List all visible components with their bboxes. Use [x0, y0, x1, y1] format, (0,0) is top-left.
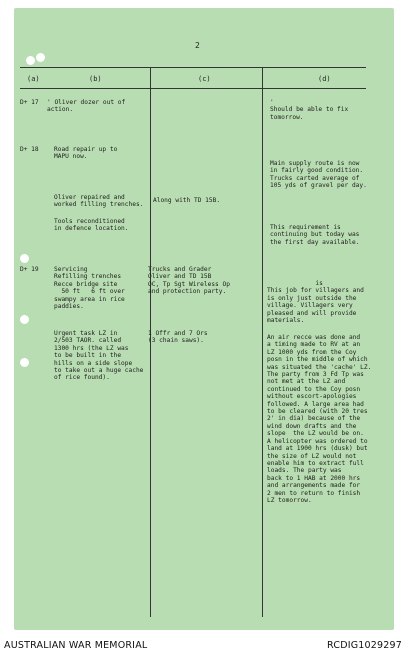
column-header-a: (a) — [27, 75, 40, 83]
row-remarks: Main supply route is now in fairly good condition. Trucks carted average of 105 yds of gravel per day. — [270, 160, 367, 190]
row-remarks: is This job for villagers and is only just outside the village. Villagers very pleased and will provide materials. — [267, 280, 364, 325]
page-number: 2 — [195, 41, 200, 50]
row-date: D+ 18 — [20, 146, 39, 153]
row-detail: ' Oliver dozer out of action. — [47, 99, 126, 114]
row-resources: 1 Offr and 7 Ors (3 chain saws). — [148, 330, 208, 345]
footer-id: RCDIG1029297 — [327, 640, 402, 651]
column-header-b: (b) — [89, 75, 102, 83]
punch-hole — [36, 53, 45, 62]
punch-hole — [20, 254, 29, 263]
row-detail: Urgent task LZ in 2/503 TAOR. called 1300 hrs (the LZ was to be built in the hills on a side slope to take out a huge cache of rice found). — [54, 330, 144, 382]
header-bottom-rule — [20, 88, 366, 89]
punch-hole — [20, 315, 29, 324]
row-detail: Oliver repaired and worked filling trenches. — [54, 194, 144, 209]
row-detail: Tools reconditioned in defence location. — [54, 218, 129, 233]
row-date: D+ 17 — [20, 99, 39, 106]
column-header-c: (c) — [198, 75, 211, 83]
footer-source: AUSTRALIAN WAR MEMORIAL — [4, 640, 148, 651]
row-detail: Servicing Refilling trenches Recce bridge site 50 ft 6 ft over swampy area in rice paddies. — [54, 266, 125, 311]
column-divider — [262, 67, 263, 617]
punch-hole — [26, 56, 35, 65]
header-top-rule — [20, 67, 366, 68]
row-resources: Trucks and Grader Oliver and TD 15B OC, Tp Sgt Wireless Op and protection party. — [148, 266, 230, 296]
row-date: D+ 19 — [20, 266, 39, 273]
column-header-d: (d) — [318, 75, 331, 83]
row-remarks: ' Should be able to fix tomorrow. — [270, 99, 349, 121]
row-detail: Road repair up to MAPU now. — [54, 146, 118, 161]
row-resources: Along with TD 15B. — [153, 197, 221, 204]
punch-hole — [20, 358, 29, 367]
row-remarks: An air recce was done and a timing made to RV at an LZ 1000 yds from the Coy posn in the middle of which was situated the 'cache' LZ. The party from 3 Fd Tp was not met at the LZ and continued to the Coy posn without escort-apologies followed. A large area had to be cleared (with 20 tres 2' in dia) because of the wind down drafts and the slope the LZ would be on. A helicopter was ordered to land at 1900 hrs (dusk) but the size of LZ would not enable him to extract full loads. The party was back to 1 HAB at 2000 hrs and arrangements made for 2 men to return to finish LZ tomorrow. — [267, 334, 372, 504]
row-remarks: This requirement is continuing but today was the first day available. — [270, 224, 360, 246]
